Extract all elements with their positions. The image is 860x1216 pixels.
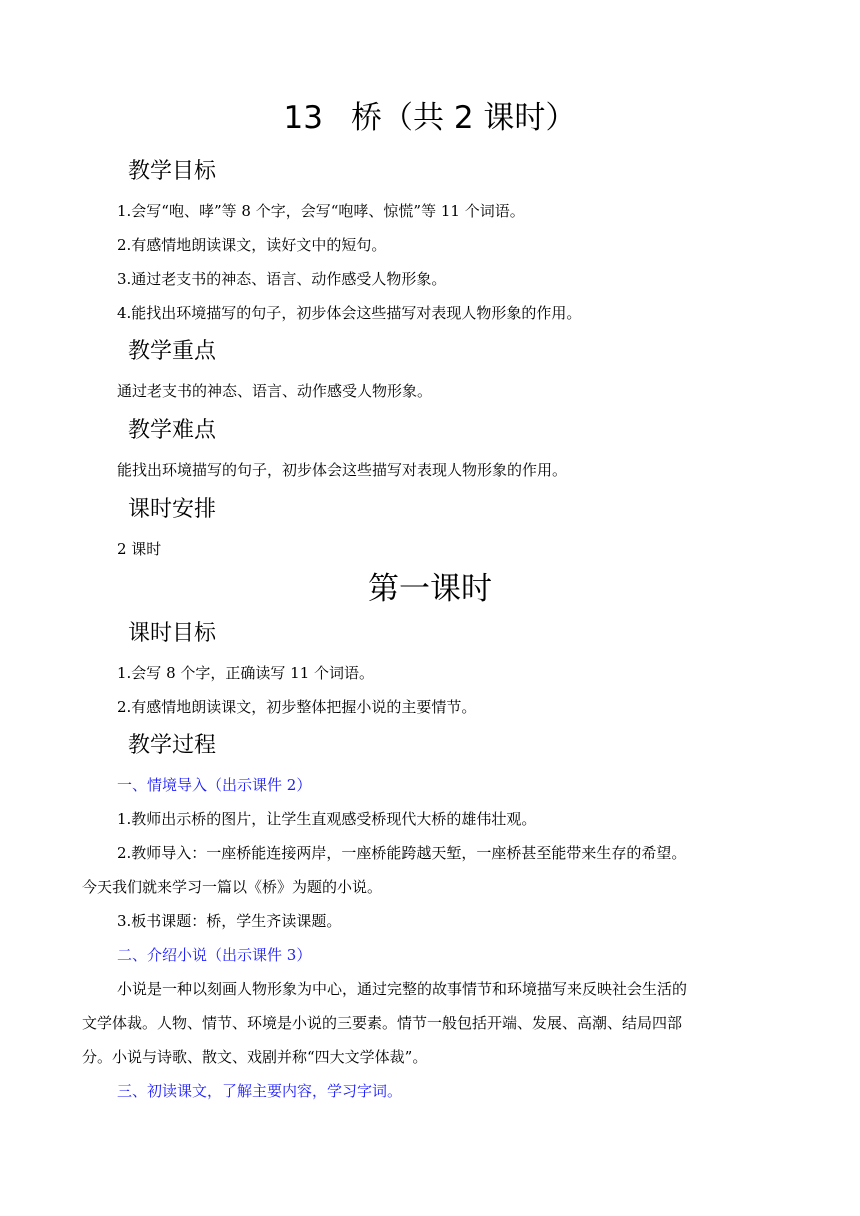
lesson1-goal-item-2: 2.有感情地朗读课文，初步整体把握小说的主要情节。 bbox=[117, 698, 477, 716]
process-part1-item3: 3.板书课题：桥，学生齐读课题。 bbox=[117, 912, 342, 930]
process-part1-item1: 1.教师出示桥的图片，让学生直观感受桥现代大桥的雄伟壮观。 bbox=[117, 810, 537, 828]
difficulties-heading: 教学难点 bbox=[128, 418, 217, 443]
process-part1-item2-line1: 2.教师导入：一座桥能连接两岸，一座桥能跨越天堑，一座桥甚至能带来生存的希望。 bbox=[117, 844, 687, 862]
schedule-text: 2 课时 bbox=[117, 540, 162, 558]
lesson1-goals-heading: 课时目标 bbox=[128, 621, 217, 646]
goal-item-1: 1.会写“咆、哮”等 8 个字，会写“咆哮、惊慌”等 11 个词语。 bbox=[117, 202, 525, 220]
key-points-text: 通过老支书的神态、语言、动作感受人物形象。 bbox=[117, 382, 433, 400]
lesson1-goal-item-1: 1.会写 8 个字，正确读写 11 个词语。 bbox=[117, 664, 375, 682]
lesson1-title: 第一课时 bbox=[368, 571, 492, 607]
process-part2-para-line1: 小说是一种以刻画人物形象为中心，通过完整的故事情节和环境描写来反映社会生活的 bbox=[117, 980, 688, 998]
schedule-heading: 课时安排 bbox=[128, 497, 217, 522]
lesson-name: 桥（共 2 课时） bbox=[351, 100, 577, 136]
difficulties-text: 能找出环境描写的句子，初步体会这些描写对表现人物形象的作用。 bbox=[117, 461, 568, 479]
key-points-heading: 教学重点 bbox=[128, 339, 217, 364]
goals-heading: 教学目标 bbox=[128, 159, 217, 184]
process-heading: 教学过程 bbox=[128, 733, 217, 758]
lesson-number: 13 bbox=[283, 100, 323, 136]
document-title bbox=[0, 96, 860, 140]
goal-item-3: 3.通过老支书的神态、语言、动作感受人物形象。 bbox=[117, 270, 447, 288]
goal-item-4: 4.能找出环境描写的句子，初步体会这些描写对表现人物形象的作用。 bbox=[117, 304, 582, 322]
process-part1-heading: 一、情境导入（出示课件 2） bbox=[117, 776, 312, 794]
process-part3-heading: 三、初读课文，了解主要内容，学习字词。 bbox=[117, 1082, 403, 1100]
goal-item-2: 2.有感情地朗读课文，读好文中的短句。 bbox=[117, 236, 387, 254]
process-part1-item2-line2: 今天我们就来学习一篇以《桥》为题的小说。 bbox=[82, 878, 383, 896]
process-part2-para-line2: 文学体裁。人物、情节、环境是小说的三要素。情节一般包括开端、发展、高潮、结局四部 bbox=[82, 1014, 683, 1032]
process-part2-para-line3: 分。小说与诗歌、散文、戏剧并称“四大文学体裁”。 bbox=[82, 1048, 428, 1066]
process-part2-heading: 二、介绍小说（出示课件 3） bbox=[117, 946, 312, 964]
